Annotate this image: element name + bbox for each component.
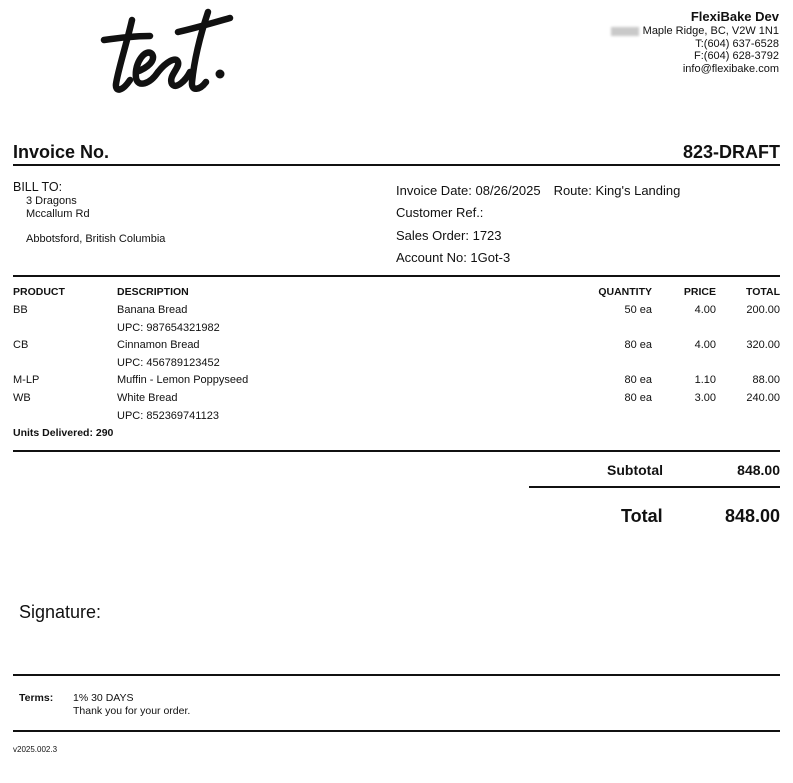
route: Route: King's Landing: [553, 183, 681, 198]
customer-ref: Customer Ref.:: [396, 205, 484, 221]
subtotal-value: 848.00: [737, 462, 780, 478]
account-no: Account No: 1Got-3: [396, 249, 511, 265]
cell-quantity: 80 ea: [624, 374, 652, 386]
divider: [13, 730, 780, 732]
company-name: FlexiBake Dev: [690, 9, 779, 24]
company-fax: F:(604) 628-3792: [694, 50, 779, 62]
sales-order: Sales Order: 1723: [396, 227, 502, 243]
header-price: PRICE: [683, 286, 716, 298]
cell-upc: UPC: 456789123452: [117, 357, 220, 369]
cell-total: 200.00: [746, 304, 780, 316]
cell-description: Cinnamon Bread: [117, 339, 200, 351]
cell-upc: UPC: 852369741123: [117, 410, 219, 422]
cell-quantity: 80 ea: [624, 339, 652, 351]
redacted-block: [611, 27, 639, 36]
table-row: [13, 392, 780, 410]
table-row-upc: [13, 322, 780, 339]
header-total: TOTAL: [745, 286, 780, 298]
items-table: [13, 286, 780, 441]
cell-total: 320.00: [746, 339, 780, 351]
bill-to-street: Mccallum Rd: [26, 208, 90, 220]
table-row: [13, 339, 780, 357]
invoice-header: [13, 142, 780, 166]
invoice-number: 823-DRAFT: [682, 142, 780, 162]
company-address: Maple Ridge, BC, V2W 1N1: [642, 25, 779, 37]
total-label: Total: [621, 506, 663, 526]
table-row: [13, 304, 780, 322]
terms-line-1: 1% 30 DAYS: [73, 692, 134, 704]
cell-quantity: 80 ea: [624, 392, 652, 404]
cell-price: 4.00: [694, 304, 716, 316]
company-phone: T:(604) 637-6528: [695, 37, 779, 50]
bill-to-city: Abbotsford, British Columbia: [26, 233, 166, 245]
company-email: info@flexibake.com: [682, 62, 779, 75]
invoice-date: Invoice Date: 08/26/2025: [396, 183, 541, 198]
cell-description: Banana Bread: [117, 304, 188, 316]
divider: [13, 674, 780, 676]
table-row-upc: [13, 410, 780, 427]
table-header: [13, 286, 780, 304]
cell-description: White Bread: [117, 392, 178, 404]
cell-price: 1.10: [694, 374, 716, 386]
bill-to: [13, 180, 165, 246]
divider: [13, 275, 780, 277]
subtotal-label: Subtotal: [607, 462, 663, 478]
invoice-label: Invoice No.: [13, 142, 110, 162]
version-label: v2025.002.3: [13, 745, 58, 754]
header-description: DESCRIPTION: [117, 286, 189, 298]
subtotal-row: [529, 458, 780, 488]
bill-to-title: BILL TO:: [13, 180, 63, 194]
cell-total: 240.00: [746, 392, 780, 404]
header-quantity: QUANTITY: [598, 286, 652, 298]
bill-to-name: 3 Dragons: [26, 195, 77, 207]
signature-label: Signature:: [19, 602, 102, 622]
invoice-meta: [396, 180, 680, 269]
company-info: [611, 8, 779, 75]
total-value: 848.00: [724, 506, 780, 526]
cell-product: WB: [13, 392, 31, 404]
cell-price: 3.00: [694, 392, 716, 404]
company-logo: [96, 6, 234, 98]
cell-total: 88.00: [752, 374, 780, 386]
cell-upc: UPC: 987654321982: [117, 322, 220, 334]
cell-quantity: 50 ea: [624, 304, 652, 316]
terms-line-2: Thank you for your order.: [73, 705, 191, 717]
divider: [13, 450, 780, 452]
cell-product: BB: [13, 304, 28, 316]
cell-description: Muffin - Lemon Poppyseed: [117, 374, 249, 386]
table-row-upc: [13, 357, 780, 374]
cell-price: 4.00: [694, 339, 716, 351]
header-product: PRODUCT: [13, 286, 65, 298]
terms-label: Terms:: [19, 692, 54, 704]
cell-product: M-LP: [13, 374, 40, 386]
cell-product: CB: [13, 339, 29, 351]
units-delivered: Units Delivered: 290: [13, 427, 114, 439]
table-row: [13, 374, 780, 392]
